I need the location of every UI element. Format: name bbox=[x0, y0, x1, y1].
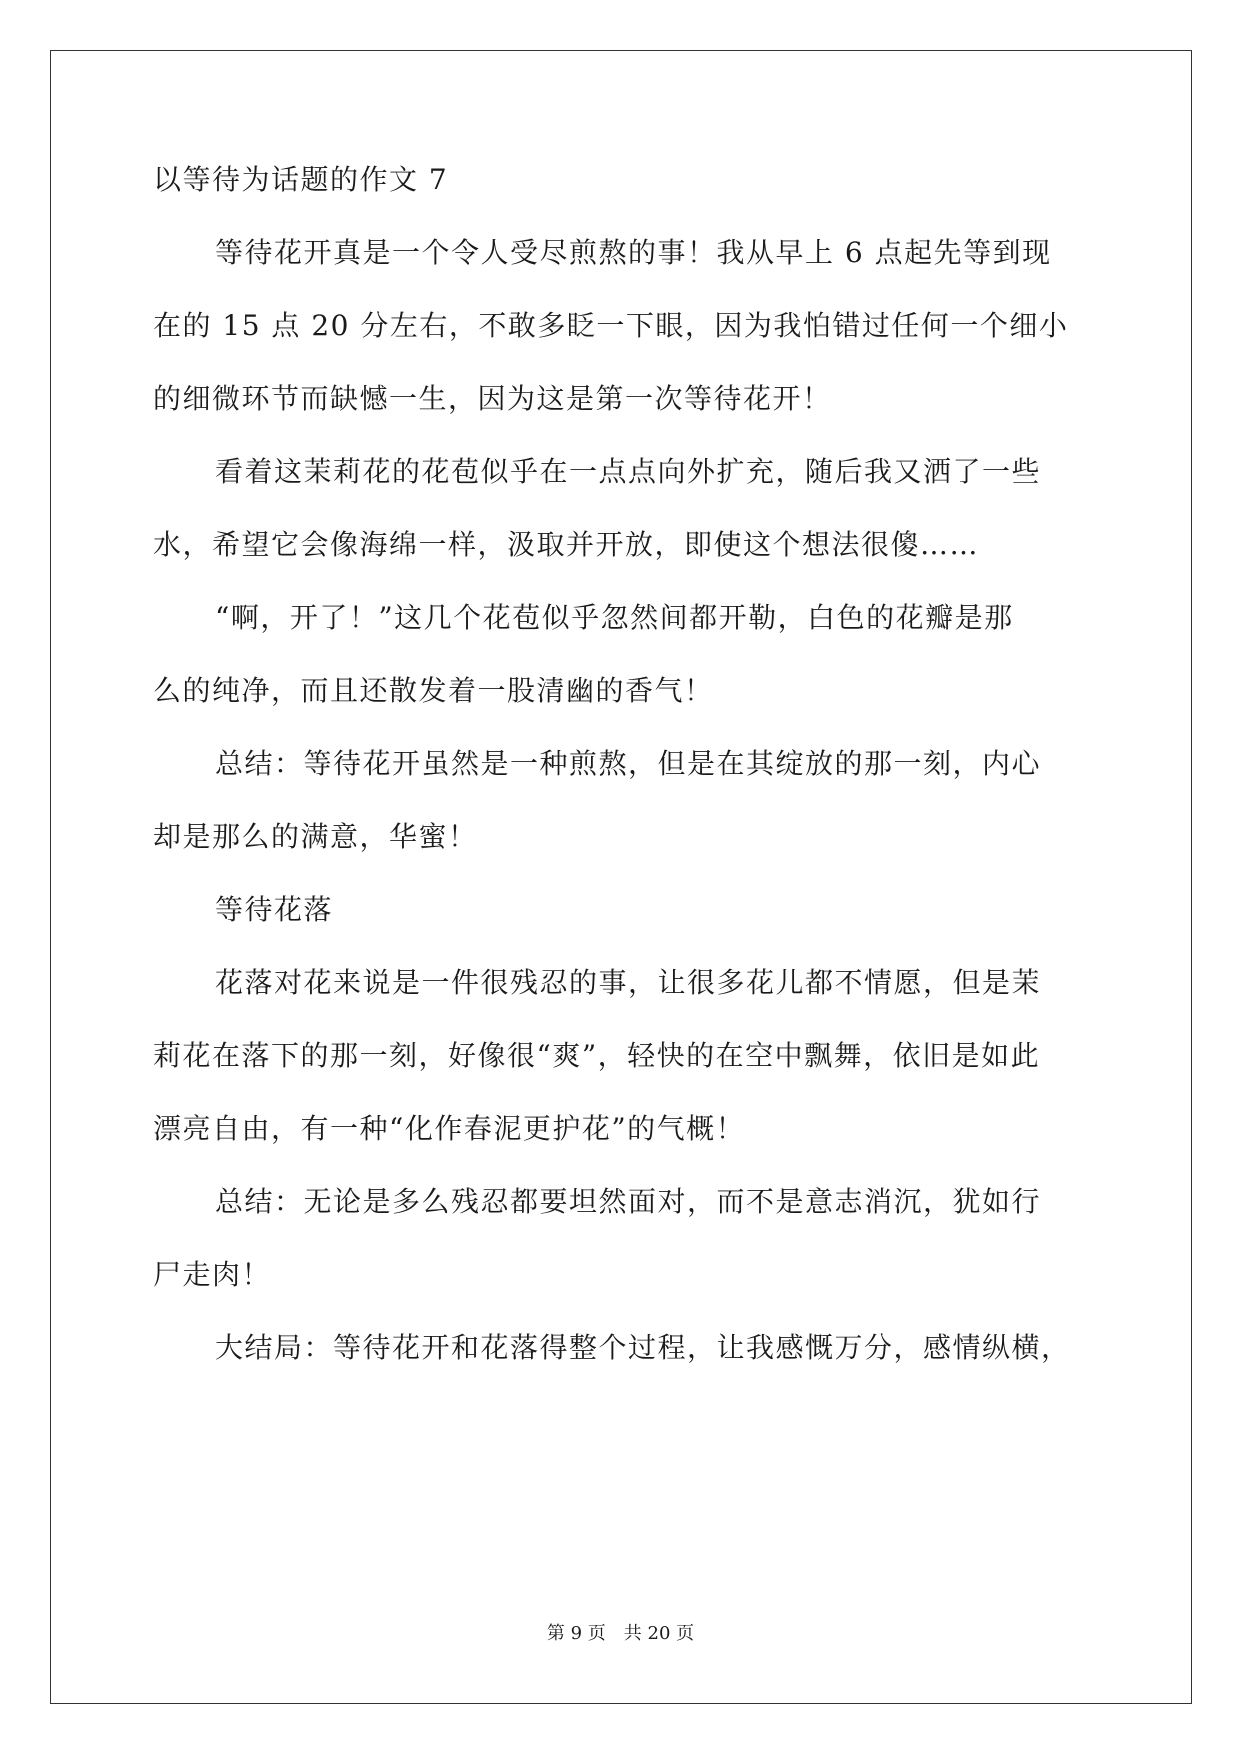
paragraph-line: 总结：无论是多么残忍都要坦然面对，而不是意志消沉，犹如行 bbox=[215, 1185, 1042, 1218]
document-title: 以等待为话题的作文 7 bbox=[153, 163, 449, 196]
page-border bbox=[50, 50, 1192, 1704]
page-footer bbox=[0, 1622, 1241, 1646]
paragraph-line: 莉花在落下的那一刻，好像很“爽”，轻快的在空中飘舞，依旧是如此 bbox=[153, 1039, 1041, 1072]
paragraph-line: 水，希望它会像海绵一样，汲取并开放，即使这个想法很傻…… bbox=[153, 528, 980, 561]
paragraph-line: 大结局：等待花开和花落得整个过程，让我感慨万分，感情纵横， bbox=[215, 1331, 1071, 1364]
paragraph-line: 尸走肉！ bbox=[153, 1258, 272, 1291]
paragraph-line: “啊，开了！”这几个花苞似乎忽然间都开勒，白色的花瓣是那 bbox=[215, 601, 1014, 634]
paragraph-line: 在的 15 点 20 分左右，不敢多眨一下眼，因为我怕错过任何一个细小 bbox=[153, 309, 1069, 342]
paragraph-line: 总结：等待花开虽然是一种煎熬，但是在其绽放的那一刻，内心 bbox=[215, 747, 1042, 780]
paragraph-line: 等待花开真是一个令人受尽煎熬的事！我从早上 6 点起先等到现 bbox=[215, 236, 1052, 269]
paragraph-line: 看着这茉莉花的花苞似乎在一点点向外扩充，随后我又洒了一些 bbox=[215, 455, 1042, 488]
paragraph-line: 么的纯净，而且还散发着一股清幽的香气！ bbox=[153, 674, 714, 707]
page-number: 第 9 页 bbox=[546, 1623, 606, 1644]
paragraph-line: 花落对花来说是一件很残忍的事，让很多花儿都不情愿，但是茉 bbox=[215, 966, 1042, 999]
paragraph-line: 却是那么的满意，华蜜！ bbox=[153, 820, 478, 853]
section-heading: 等待花落 bbox=[215, 893, 334, 926]
paragraph-line: 漂亮自由，有一种“化作春泥更护花”的气概！ bbox=[153, 1112, 746, 1145]
paragraph-line: 的细微环节而缺憾一生，因为这是第一次等待花开！ bbox=[153, 382, 832, 415]
page-total: 共 20 页 bbox=[623, 1623, 695, 1644]
